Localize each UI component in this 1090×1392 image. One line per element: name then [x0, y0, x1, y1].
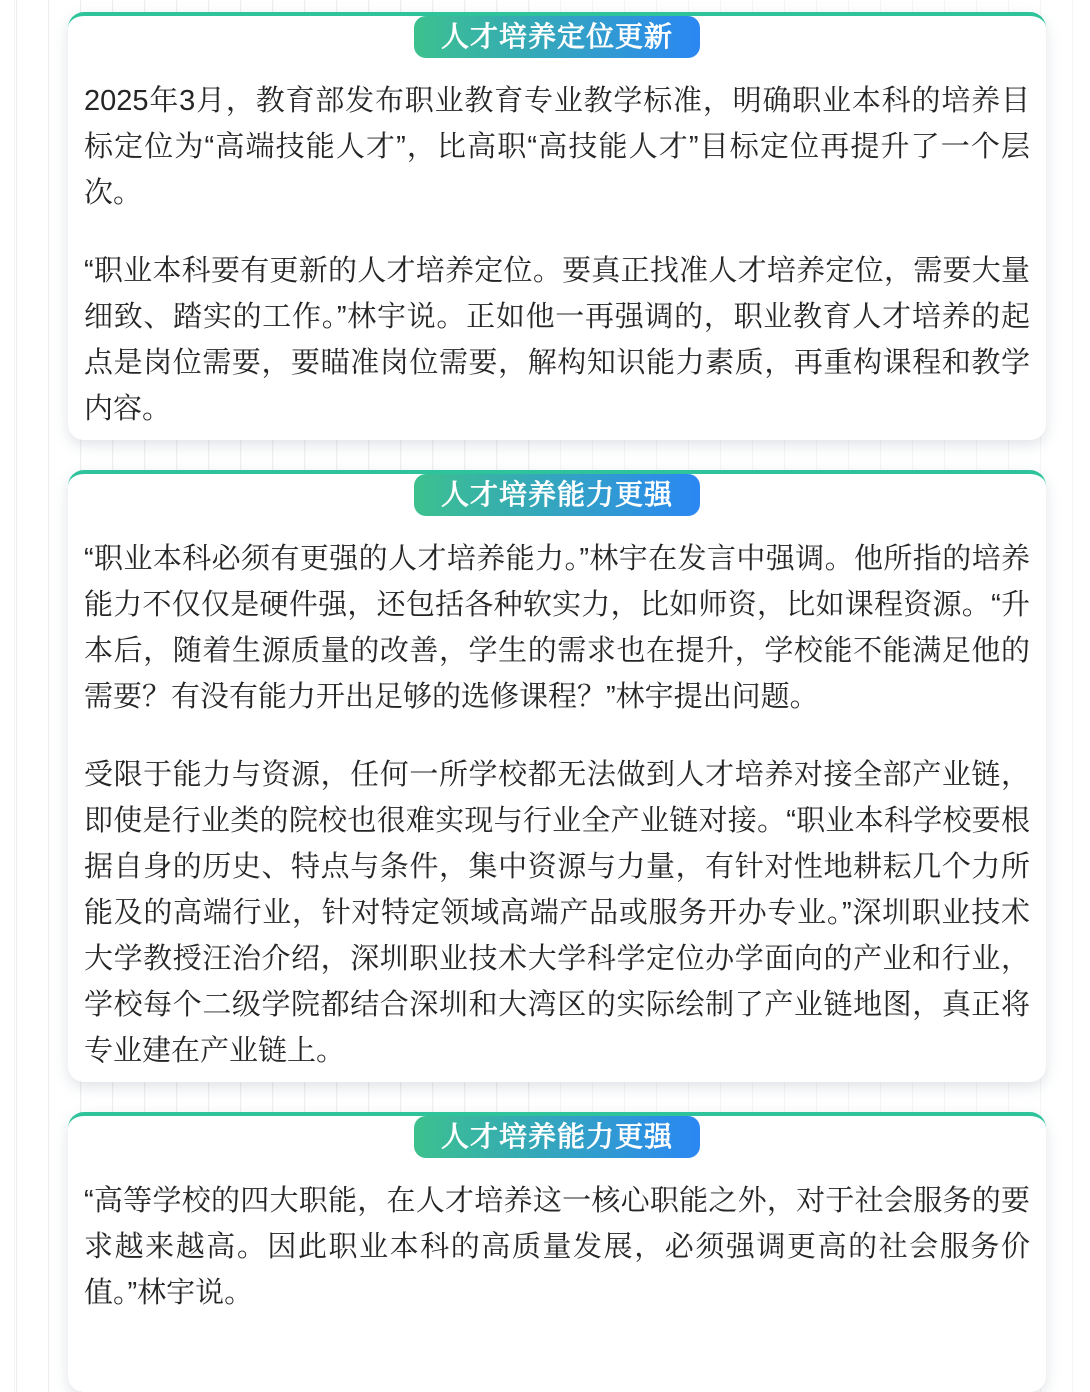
section-title-pill — [414, 1116, 700, 1158]
section-body — [84, 1178, 1030, 1316]
section-title: 人才培养能力更强 — [440, 1121, 673, 1152]
section-card-social-service — [68, 1112, 1046, 1392]
section-body — [84, 78, 1030, 432]
section-title: 人才培养定位更新 — [440, 21, 673, 52]
section-card-positioning — [68, 12, 1046, 440]
section-card-capability — [68, 470, 1046, 1082]
paragraph: “职业本科要有更新的人才培养定位。要真正找准人才培养定位，需要大量细致、踏实的工作。”林宇说。正如他一再强调的，职业教育人才培养的起点是岗位需要，要瞄准岗位需要，解构知识能力素质，再重构课程和教学内容。 — [84, 255, 1030, 425]
paragraph: “职业本科必须有更强的人才培养能力。”林宇在发言中强调。他所指的培养能力不仅仅是硬件强，还包括各种软实力，比如师资，比如课程资源。“升本后，随着生源质量的改善，学生的需求也在提升，学校能不能满足他的需要？有没有能力开出足够的选修课程？”林宇提出问题。 — [84, 543, 1030, 713]
paragraph: “高等学校的四大职能，在人才培养这一核心职能之外，对于社会服务的要求越来越高。因此职业本科的高质量发展，必须强调更高的社会服务价值。”林宇说。 — [84, 1185, 1030, 1309]
paragraph: 2025年3月，教育部发布职业教育专业教学标准，明确职业本科的培养目标定位为“高端技能人才”，比高职“高技能人才”目标定位再提升了一个层次。 — [84, 85, 1030, 209]
section-title-pill — [414, 474, 700, 516]
paragraph: 受限于能力与资源，任何一所学校都无法做到人才培养对接全部产业链，即使是行业类的院校也很难实现与行业全产业链对接。“职业本科学校要根据自身的历史、特点与条件，集中资源与力量，有针对性地耕耘几个力所能及的高端行业，针对特定领域高端产品或服务开办专业。”深圳职业技术大学教授汪治介绍，深圳职业技术大学科学定位办学面向的产业和行业，学校每个二级学院都结合深圳和大湾区的实际绘制了产业链地图，真正将专业建在产业链上。 — [84, 759, 1030, 1067]
section-title: 人才培养能力更强 — [440, 479, 673, 510]
section-title-pill — [414, 16, 700, 58]
section-body — [84, 536, 1030, 1074]
